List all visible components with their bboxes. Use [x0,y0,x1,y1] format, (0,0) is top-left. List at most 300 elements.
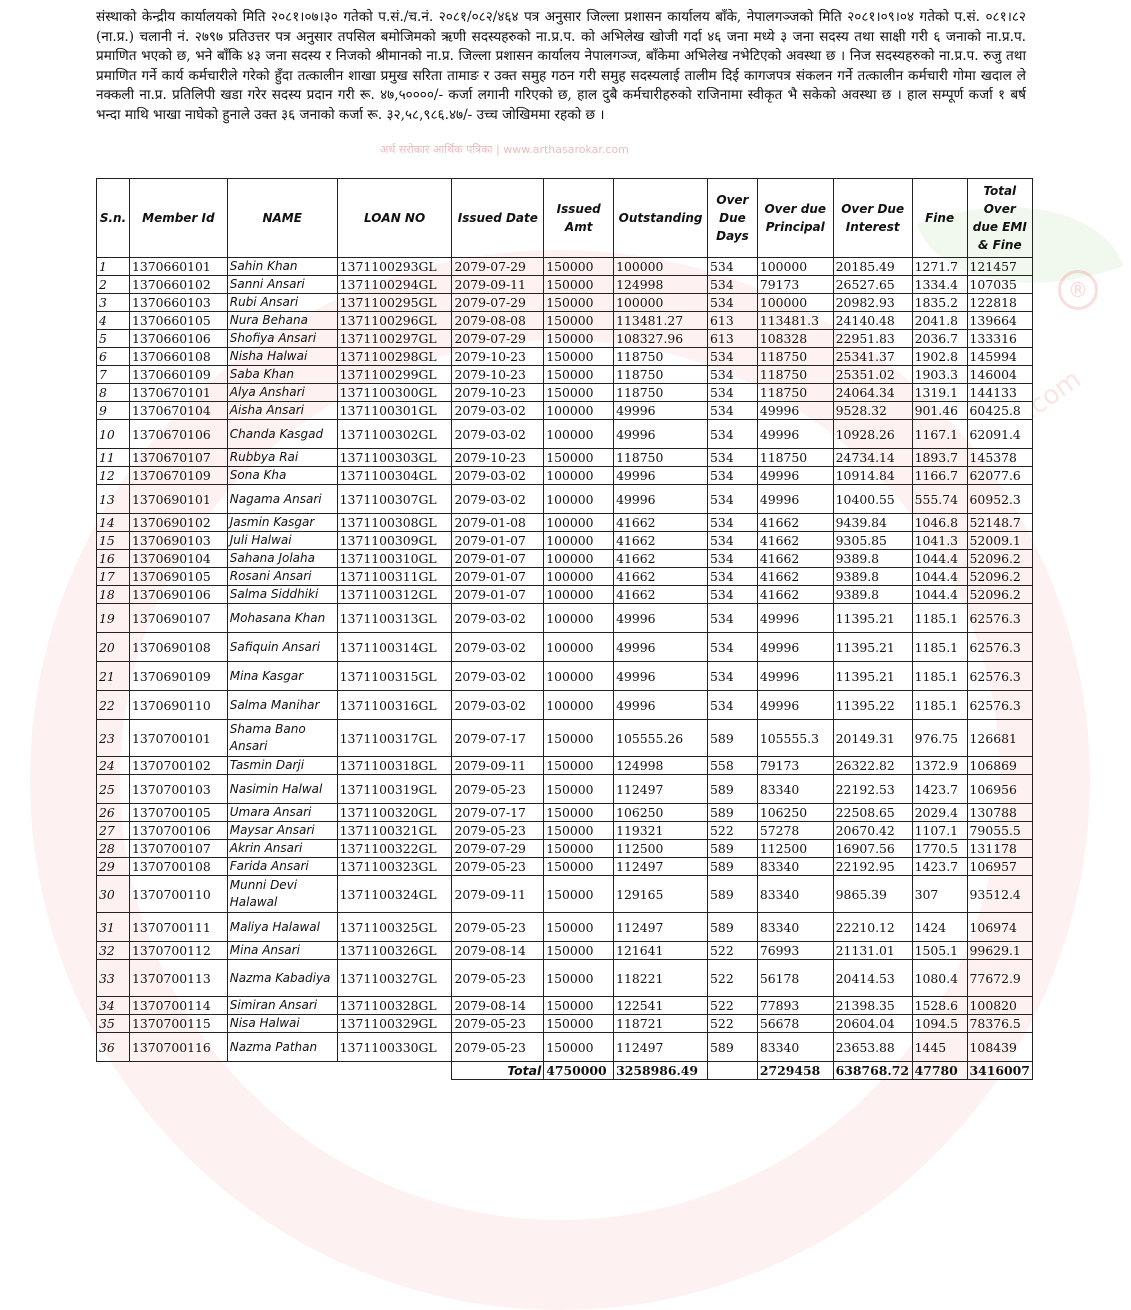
cell-name: Umara Ansari [227,804,337,822]
cell-issued-amt: 150000 [544,384,614,402]
total-row [97,1062,1033,1080]
cell-outstanding: 124998 [614,757,708,775]
cell-over-due-interest: 26527.65 [833,276,912,294]
cell-fine: 1528.6 [912,997,967,1015]
cell-fine: 1044.4 [912,550,967,568]
cell-issued-amt: 100000 [544,420,614,449]
cell-over-due-days: 534 [708,420,758,449]
cell-member-id: 1370670106 [129,420,227,449]
cell-over-due-principal: 79173 [757,276,833,294]
total-fine: 47780 [912,1062,967,1080]
cell-fine: 2029.4 [912,804,967,822]
cell-name: Jasmin Kasgar [227,514,337,532]
cell-fine: 2036.7 [912,330,967,348]
cell-over-due-principal: 49996 [757,662,833,691]
cell-over-due-principal: 83340 [757,1033,833,1062]
cell-total-emi-fine: 106869 [967,757,1032,775]
cell-total-emi-fine: 60952.3 [967,485,1032,514]
cell-member-id: 1370700108 [129,858,227,876]
cell-total-emi-fine: 126681 [967,720,1032,757]
cell-over-due-days: 534 [708,514,758,532]
cell-total-emi-fine: 133316 [967,330,1032,348]
cell-name: Aisha Ansari [227,402,337,420]
cell-outstanding: 129165 [614,876,708,913]
cell-fine: 1893.7 [912,449,967,467]
cell-member-id: 1370690104 [129,550,227,568]
cell-sn: 23 [97,720,130,757]
table-row [97,720,1033,757]
cell-over-due-principal: 83340 [757,858,833,876]
cell-loan-no: 1371100301GL [337,402,452,420]
cell-fine: 1167.1 [912,420,967,449]
cell-over-due-principal: 57278 [757,822,833,840]
total-outstanding: 3258986.49 [614,1062,708,1080]
cell-issued-date: 2079-08-08 [452,312,544,330]
cell-over-due-principal: 106250 [757,804,833,822]
cell-outstanding: 118750 [614,348,708,366]
table-row [97,757,1033,775]
cell-sn: 19 [97,604,130,633]
cell-over-due-interest: 22210.12 [833,913,912,942]
cell-outstanding: 121641 [614,942,708,960]
cell-total-emi-fine: 62576.3 [967,604,1032,633]
cell-issued-amt: 100000 [544,633,614,662]
cell-total-emi-fine: 145378 [967,449,1032,467]
cell-over-due-principal: 49996 [757,420,833,449]
cell-over-due-principal: 79173 [757,757,833,775]
cell-member-id: 1370660103 [129,294,227,312]
cell-total-emi-fine: 107035 [967,276,1032,294]
cell-over-due-interest: 10914.84 [833,467,912,485]
cell-loan-no: 1371100320GL [337,804,452,822]
cell-name: Salma Siddhiki [227,586,337,604]
cell-outstanding: 118221 [614,960,708,997]
cell-fine: 1423.7 [912,858,967,876]
cell-issued-date: 2079-03-02 [452,420,544,449]
cell-member-id: 1370690101 [129,485,227,514]
cell-over-due-interest: 9865.39 [833,876,912,913]
cell-fine: 1372.9 [912,757,967,775]
cell-over-due-principal: 49996 [757,485,833,514]
cell-total-emi-fine: 62091.4 [967,420,1032,449]
table-row [97,633,1033,662]
cell-name: Nagama Ansari [227,485,337,514]
cell-name: Mina Ansari [227,942,337,960]
cell-total-emi-fine: 62576.3 [967,662,1032,691]
cell-issued-amt: 150000 [544,960,614,997]
cell-issued-amt: 150000 [544,997,614,1015]
cell-sn: 10 [97,420,130,449]
cell-loan-no: 1371100300GL [337,384,452,402]
col-over-due-principal: Over due Principal [757,179,833,258]
cell-outstanding: 49996 [614,633,708,662]
cell-issued-amt: 150000 [544,757,614,775]
cell-member-id: 1370690109 [129,662,227,691]
cell-issued-amt: 150000 [544,366,614,384]
cell-name: Sahin Khan [227,258,337,276]
loan-table [96,178,1033,1080]
cell-outstanding: 49996 [614,691,708,720]
cell-issued-date: 2079-03-02 [452,467,544,485]
cell-issued-date: 2079-01-07 [452,586,544,604]
cell-outstanding: 106250 [614,804,708,822]
cell-issued-amt: 100000 [544,586,614,604]
cell-over-due-principal: 105555.3 [757,720,833,757]
cell-over-due-days: 534 [708,550,758,568]
cell-over-due-days: 534 [708,532,758,550]
cell-name: Nasimin Halwal [227,775,337,804]
cell-issued-amt: 150000 [544,330,614,348]
cell-over-due-principal: 113481.3 [757,312,833,330]
cell-member-id: 1370660105 [129,312,227,330]
cell-fine: 1334.4 [912,276,967,294]
cell-outstanding: 49996 [614,402,708,420]
cell-sn: 7 [97,366,130,384]
cell-over-due-days: 534 [708,258,758,276]
cell-over-due-principal: 83340 [757,876,833,913]
cell-over-due-interest: 9389.8 [833,550,912,568]
cell-issued-date: 2079-07-17 [452,720,544,757]
cell-fine: 1185.1 [912,604,967,633]
cell-loan-no: 1371100298GL [337,348,452,366]
cell-over-due-principal: 83340 [757,913,833,942]
cell-total-emi-fine: 99629.1 [967,942,1032,960]
cell-issued-date: 2079-01-07 [452,568,544,586]
cell-loan-no: 1371100327GL [337,960,452,997]
cell-issued-date: 2079-03-02 [452,604,544,633]
table-row [97,258,1033,276]
cell-over-due-days: 613 [708,330,758,348]
table-row [97,532,1033,550]
cell-over-due-principal: 49996 [757,467,833,485]
cell-total-emi-fine: 93512.4 [967,876,1032,913]
cell-member-id: 1370700107 [129,840,227,858]
cell-issued-amt: 150000 [544,348,614,366]
cell-sn: 27 [97,822,130,840]
cell-over-due-principal: 49996 [757,633,833,662]
cell-member-id: 1370700114 [129,997,227,1015]
cell-outstanding: 122541 [614,997,708,1015]
cell-over-due-principal: 112500 [757,840,833,858]
table-row [97,822,1033,840]
total-over-due-interest: 638768.72 [833,1062,912,1080]
cell-over-due-interest: 11395.21 [833,662,912,691]
cell-name: Shama Bano Ansari [227,720,337,757]
cell-over-due-days: 534 [708,384,758,402]
table-row [97,568,1033,586]
cell-over-due-interest: 25341.37 [833,348,912,366]
cell-issued-date: 2079-03-02 [452,633,544,662]
cell-sn: 4 [97,312,130,330]
cell-loan-no: 1371100294GL [337,276,452,294]
cell-fine: 1166.7 [912,467,967,485]
cell-sn: 13 [97,485,130,514]
cell-issued-date: 2079-08-14 [452,997,544,1015]
cell-member-id: 1370690107 [129,604,227,633]
cell-name: Sona Kha [227,467,337,485]
cell-over-due-interest: 10928.26 [833,420,912,449]
cell-over-due-interest: 23653.88 [833,1033,912,1062]
cell-total-emi-fine: 77672.9 [967,960,1032,997]
cell-issued-amt: 150000 [544,775,614,804]
cell-over-due-principal: 41662 [757,586,833,604]
col-member-id: Member Id [129,179,227,258]
cell-over-due-principal: 49996 [757,691,833,720]
cell-outstanding: 118750 [614,384,708,402]
cell-total-emi-fine: 52096.2 [967,568,1032,586]
cell-name: Rosani Ansari [227,568,337,586]
cell-issued-amt: 150000 [544,840,614,858]
watermark-caption: अर्थ सरोकार आर्थिक पत्रिका | www.arthasarokar.com [380,143,629,156]
table-row [97,366,1033,384]
cell-name: Chanda Kasgad [227,420,337,449]
cell-outstanding: 49996 [614,604,708,633]
cell-fine: 555.74 [912,485,967,514]
cell-issued-amt: 100000 [544,662,614,691]
cell-loan-no: 1371100308GL [337,514,452,532]
cell-total-emi-fine: 131178 [967,840,1032,858]
table-row [97,550,1033,568]
table-row [97,604,1033,633]
cell-over-due-principal: 56178 [757,960,833,997]
cell-sn: 36 [97,1033,130,1062]
cell-name: Farida Ansari [227,858,337,876]
cell-issued-amt: 150000 [544,913,614,942]
cell-name: Sahana Jolaha [227,550,337,568]
cell-total-emi-fine: 62077.6 [967,467,1032,485]
cell-over-due-days: 522 [708,1015,758,1033]
cell-over-due-principal: 118750 [757,366,833,384]
cell-issued-amt: 100000 [544,691,614,720]
cell-name: Rubi Ansari [227,294,337,312]
cell-over-due-interest: 11395.21 [833,604,912,633]
cell-outstanding: 49996 [614,485,708,514]
table-row [97,960,1033,997]
total-label: Total [452,1062,544,1080]
cell-over-due-days: 522 [708,997,758,1015]
cell-over-due-interest: 22951.83 [833,330,912,348]
cell-outstanding: 41662 [614,532,708,550]
cell-fine: 1094.5 [912,1015,967,1033]
cell-outstanding: 112497 [614,913,708,942]
table-row [97,485,1033,514]
table-row [97,294,1033,312]
cell-loan-no: 1371100323GL [337,858,452,876]
cell-sn: 16 [97,550,130,568]
table-row [97,942,1033,960]
cell-member-id: 1370700115 [129,1015,227,1033]
cell-loan-no: 1371100304GL [337,467,452,485]
col-sn: S.n. [97,179,130,258]
cell-fine: 1835.2 [912,294,967,312]
cell-name: Munni Devi Halawal [227,876,337,913]
cell-issued-amt: 150000 [544,804,614,822]
cell-member-id: 1370670104 [129,402,227,420]
cell-over-due-principal: 49996 [757,402,833,420]
cell-member-id: 1370700116 [129,1033,227,1062]
cell-name: Nazma Pathan [227,1033,337,1062]
cell-fine: 1445 [912,1033,967,1062]
cell-over-due-interest: 20414.53 [833,960,912,997]
cell-fine: 1185.1 [912,662,967,691]
cell-member-id: 1370660108 [129,348,227,366]
table-row [97,840,1033,858]
table-row [97,691,1033,720]
cell-over-due-days: 589 [708,1033,758,1062]
cell-name: Maysar Ansari [227,822,337,840]
cell-issued-amt: 150000 [544,942,614,960]
cell-sn: 8 [97,384,130,402]
cell-name: Nura Behana [227,312,337,330]
cell-total-emi-fine: 106974 [967,913,1032,942]
cell-name: Shofiya Ansari [227,330,337,348]
cell-sn: 3 [97,294,130,312]
table-row [97,276,1033,294]
cell-issued-date: 2079-07-29 [452,330,544,348]
cell-issued-date: 2079-05-23 [452,960,544,997]
cell-name: Nazma Kabadiya [227,960,337,997]
cell-name: Saba Khan [227,366,337,384]
cell-outstanding: 41662 [614,550,708,568]
table-row [97,858,1033,876]
cell-over-due-interest: 25351.02 [833,366,912,384]
cell-member-id: 1370700113 [129,960,227,997]
cell-name: Akrin Ansari [227,840,337,858]
cell-sn: 12 [97,467,130,485]
table-row [97,775,1033,804]
cell-member-id: 1370700112 [129,942,227,960]
table-row [97,804,1033,822]
cell-loan-no: 1371100316GL [337,691,452,720]
cell-over-due-days: 534 [708,662,758,691]
cell-total-emi-fine: 62576.3 [967,691,1032,720]
cell-over-due-days: 534 [708,691,758,720]
cell-sn: 20 [97,633,130,662]
cell-outstanding: 105555.26 [614,720,708,757]
cell-name: Safiquin Ansari [227,633,337,662]
cell-issued-amt: 100000 [544,485,614,514]
cell-member-id: 1370690108 [129,633,227,662]
cell-over-due-days: 522 [708,942,758,960]
cell-loan-no: 1371100318GL [337,757,452,775]
cell-loan-no: 1371100315GL [337,662,452,691]
cell-loan-no: 1371100293GL [337,258,452,276]
cell-issued-amt: 150000 [544,822,614,840]
cell-member-id: 1370690105 [129,568,227,586]
table-row [97,913,1033,942]
cell-fine: 1046.8 [912,514,967,532]
cell-sn: 22 [97,691,130,720]
cell-sn: 29 [97,858,130,876]
cell-over-due-days: 589 [708,858,758,876]
cell-issued-amt: 150000 [544,449,614,467]
cell-name: Simiran Ansari [227,997,337,1015]
cell-outstanding: 113481.27 [614,312,708,330]
table-row [97,348,1033,366]
cell-name: Salma Manihar [227,691,337,720]
cell-fine: 901.46 [912,402,967,420]
cell-over-due-principal: 100000 [757,258,833,276]
cell-member-id: 1370700102 [129,757,227,775]
cell-fine: 1044.4 [912,568,967,586]
cell-over-due-principal: 100000 [757,294,833,312]
cell-name: Tasmin Darji [227,757,337,775]
cell-over-due-principal: 49996 [757,604,833,633]
cell-fine: 1505.1 [912,942,967,960]
cell-sn: 14 [97,514,130,532]
cell-over-due-days: 534 [708,449,758,467]
cell-over-due-interest: 21398.35 [833,997,912,1015]
cell-issued-date: 2079-05-23 [452,1015,544,1033]
cell-over-due-days: 522 [708,822,758,840]
cell-over-due-interest: 22508.65 [833,804,912,822]
cell-sn: 5 [97,330,130,348]
cell-over-due-principal: 118750 [757,348,833,366]
cell-sn: 32 [97,942,130,960]
cell-total-emi-fine: 62576.3 [967,633,1032,662]
cell-over-due-principal: 77893 [757,997,833,1015]
cell-over-due-interest: 11395.22 [833,691,912,720]
cell-issued-date: 2079-01-07 [452,532,544,550]
cell-issued-date: 2079-10-23 [452,449,544,467]
cell-issued-amt: 150000 [544,258,614,276]
cell-over-due-interest: 22192.95 [833,858,912,876]
table-row [97,330,1033,348]
cell-over-due-principal: 41662 [757,550,833,568]
cell-outstanding: 118750 [614,449,708,467]
cell-issued-date: 2079-08-14 [452,942,544,960]
cell-fine: 1107.1 [912,822,967,840]
cell-total-emi-fine: 130788 [967,804,1032,822]
cell-fine: 307 [912,876,967,913]
cell-over-due-principal: 56678 [757,1015,833,1033]
cell-over-due-principal: 118750 [757,384,833,402]
cell-over-due-days: 534 [708,604,758,633]
cell-fine: 976.75 [912,720,967,757]
cell-fine: 1903.3 [912,366,967,384]
cell-sn: 15 [97,532,130,550]
cell-over-due-days: 589 [708,840,758,858]
cell-total-emi-fine: 139664 [967,312,1032,330]
cell-over-due-principal: 76993 [757,942,833,960]
cell-over-due-days: 534 [708,276,758,294]
cell-over-due-interest: 24734.14 [833,449,912,467]
cell-over-due-interest: 16907.56 [833,840,912,858]
cell-issued-amt: 150000 [544,312,614,330]
table-row [97,997,1033,1015]
cell-sn: 25 [97,775,130,804]
cell-total-emi-fine: 108439 [967,1033,1032,1062]
cell-loan-no: 1371100295GL [337,294,452,312]
table-row [97,514,1033,532]
cell-total-emi-fine: 144133 [967,384,1032,402]
cell-issued-date: 2079-03-02 [452,691,544,720]
cell-loan-no: 1371100303GL [337,449,452,467]
cell-name: Sanni Ansari [227,276,337,294]
cell-over-due-days: 589 [708,876,758,913]
cell-outstanding: 49996 [614,662,708,691]
cell-over-due-days: 522 [708,960,758,997]
intro-paragraph: संस्थाको केन्द्रीय कार्यालयको मिति २०८१।०७।३० गतेको प.सं./च.नं. २०८१/०८२/४६४ पत्र अनुसार जिल्ला प्रशासन कार्यालय बाँके, नेपालगञ्जको मिति २०८१।०९।०४ गतेको प.सं. ०८१।८२ (ना.प्र.) चलानी नं. २७९७ प्रतिउत्तर पत्र अनुसार तपसिल बमोजिमको ऋणी सदस्यहरुको ना.प्र.प. को अभिलेख खोजी गर्दा ४६ जना मध्ये ३ जना सदस्य तथा साक्षी गरी ६ जनाको ना.प्र.प. प्रमाणित भएको छ, भने बाँकि ४३ जना सदस्य र निजको श्रीमानको ना.प्र. जिल्ला प्रशासन कार्यालय नेपालगञ्ज, बाँकेमा अभिलेख नभेटिएको अवस्था छ । निज सदस्यहरुको ना.प्र.प. रुजु तथा प्रमाणित गर्ने कार्य कर्मचारीले गरेको हुँदा तत्कालीन शाखा प्रमुख सरिता तामाङ र उक्त समुह गठन गरी समुह सदस्यलाई तालीम दिई कागजपत्र संकलन गर्ने तत्कालीन कर्मचारी गोमा खदाल ले नक्कली ना.प्र. प्रतिलिपी खडा गरेर सदस्य प्रदान गरी रू. ४७,५००००/- कर्जा लगानी गरिएको छ, हाल दुबै कर्मचारीहरुको राजिनामा स्वीकृत भै सकेको अवस्था छ । हाल सम्पूर्ण कर्जा १ बर्ष भन्दा माथि भाखा नाघेको हुनाले उक्त ३६ जनाको कर्जा रू. ३२,५८,९८६.४७/- उच्च जोखिममा रहको छ । [96,9,1026,123]
cell-over-due-days: 534 [708,366,758,384]
cell-fine: 1080.4 [912,960,967,997]
cell-loan-no: 1371100310GL [337,550,452,568]
cell-issued-amt: 150000 [544,1015,614,1033]
watermark-domain: .com [1017,364,1087,426]
table-row [97,449,1033,467]
cell-loan-no: 1371100302GL [337,420,452,449]
cell-sn: 28 [97,840,130,858]
